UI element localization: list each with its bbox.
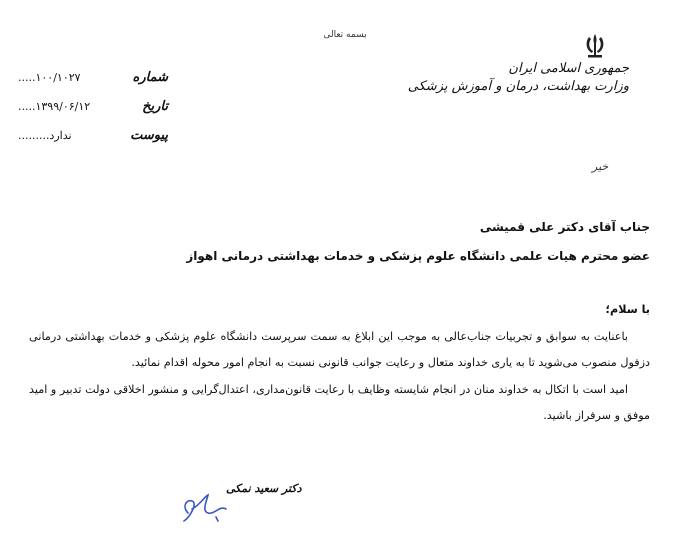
iran-emblem-icon xyxy=(580,31,610,61)
body-paragraph-2: امید است با اتکال به خداوند منان در انجام شایسته وظایف با رعایت قانون‌مداری، اعتدال‌گرایی و منشور اخلاقی دولت تدبیر و امید موفق و سرفراز باشید. xyxy=(29,382,650,422)
meta-attachment-value: ندارد......... xyxy=(18,129,72,142)
meta-number-value: ۱۰۰/۱۰۲۷..... xyxy=(18,71,81,84)
meta-attachment xyxy=(18,128,168,157)
meta-date-label: تاریخ xyxy=(142,99,168,114)
ministry-line-name: وزارت بهداشت، درمان و آموزش پزشکی xyxy=(407,78,629,94)
greeting: با سلام؛ xyxy=(605,303,650,316)
body-paragraph-1: باعنایت به سوابق و تجربیات جناب‌عالی به موجب این ابلاغ به سمت سرپرست دانشگاه علوم پزشکی و خدمات بهداشتی درمانی دزفول منصوب می‌شوید تا به یاری خداوند متعال و رعایت جوانب قانونی نسبت به انجام امور محوله اقدام نمائید. xyxy=(29,329,650,369)
letter-body xyxy=(29,297,650,430)
ministry-letterhead xyxy=(408,62,629,95)
meta-number-label: شماره xyxy=(132,70,168,85)
meta-number xyxy=(18,70,168,99)
handwritten-signature-icon xyxy=(178,487,234,525)
meta-attachment-label: پیوست xyxy=(130,128,168,143)
recipient-block xyxy=(186,220,650,278)
signatory-name: دکتر سعید نمکی xyxy=(226,482,302,495)
ministry-line-country: جمهوری اسلامی ایران xyxy=(508,61,629,76)
letter-meta xyxy=(18,70,168,157)
kheir-mark: خیر xyxy=(592,160,609,173)
recipient-name: جناب آقای دکتر علی قمیشی xyxy=(479,220,650,234)
meta-date-value: ۱۳۹۹/۰۶/۱۲..... xyxy=(18,100,91,113)
recipient-position: عضو محترم هیات علمی دانشگاه علوم پزشکی و خدمات بهداشتی درمانی اهواز xyxy=(186,249,650,263)
bismillah-heading: بسمه تعالی xyxy=(323,30,367,40)
meta-date xyxy=(18,99,168,128)
